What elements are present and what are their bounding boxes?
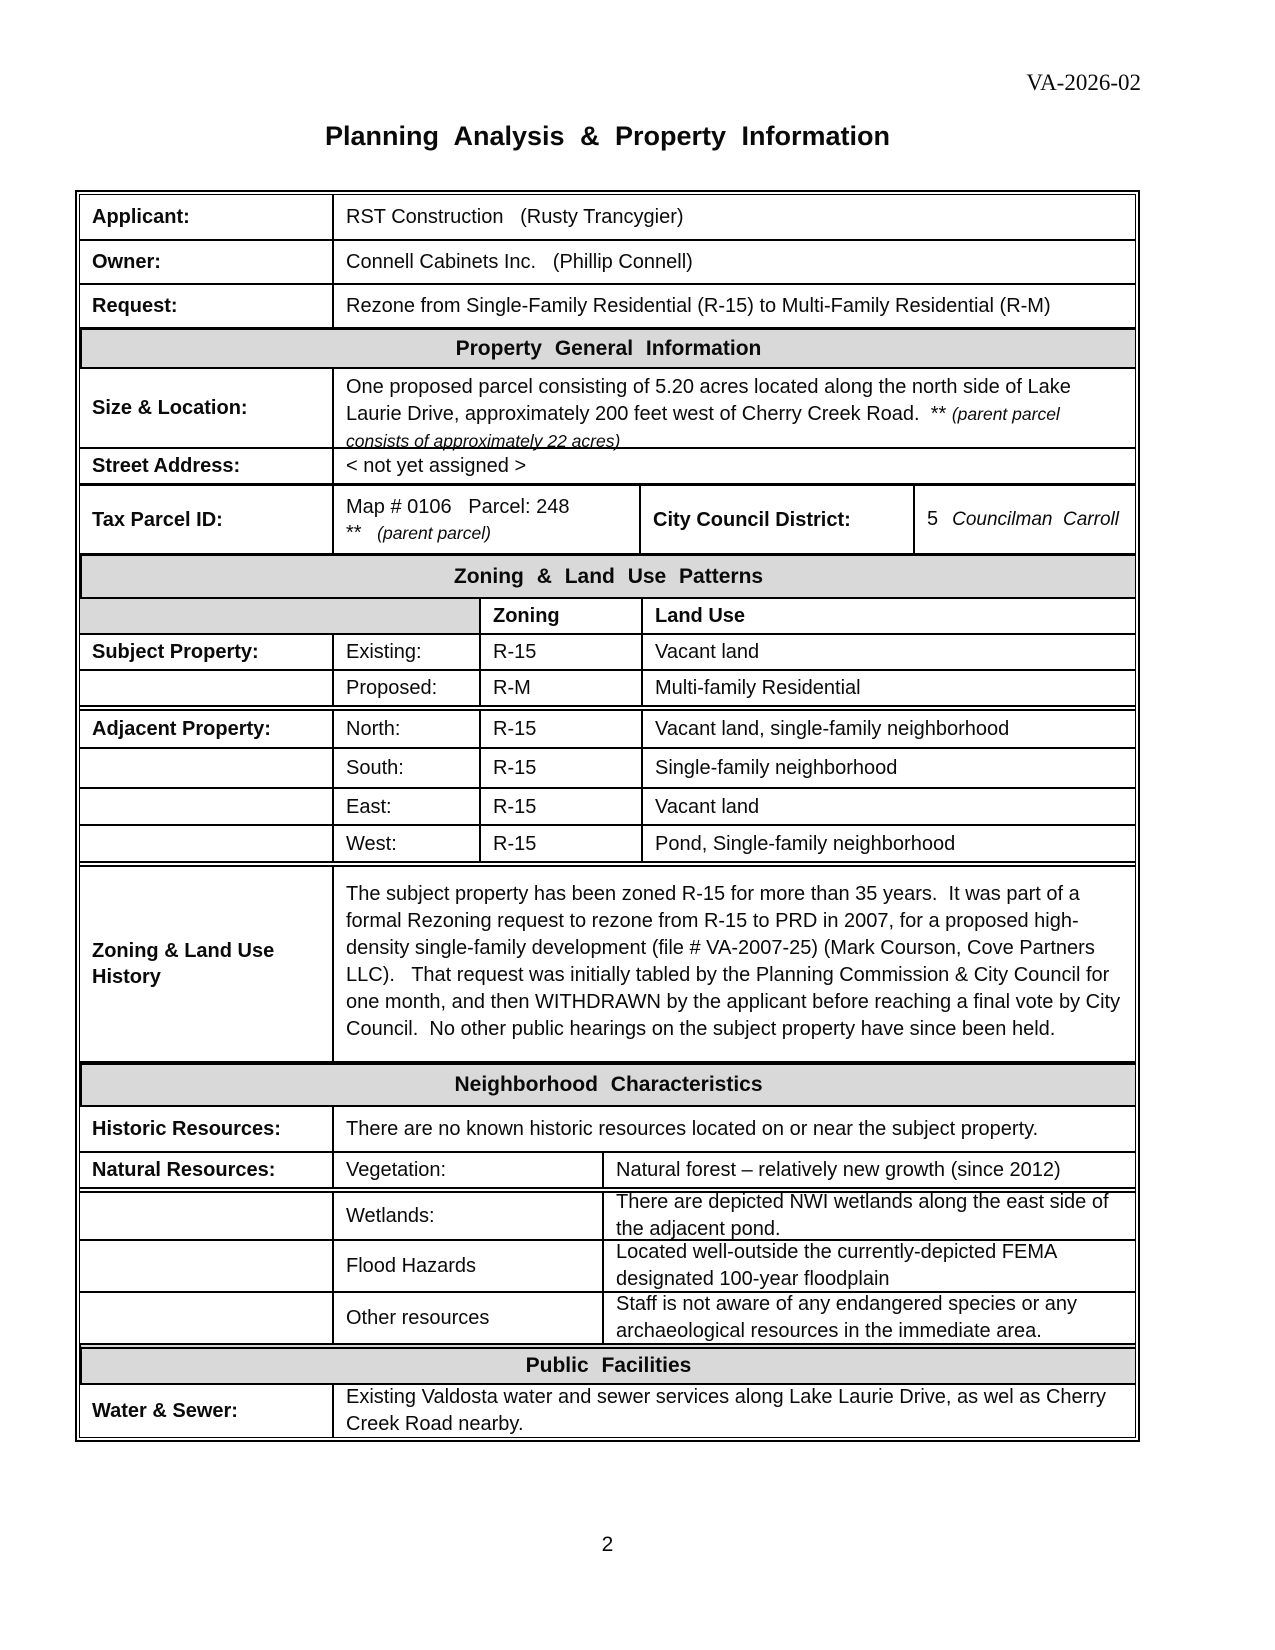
row-adjacent-north bbox=[80, 705, 1135, 747]
size-location-note: (parent parcel consists of approximately 22 acres) bbox=[346, 404, 1065, 451]
zoning-row-landuse: Vacant land bbox=[641, 635, 1135, 669]
subject-property-label: Subject Property: bbox=[92, 641, 259, 663]
tax-parcel-line1: Map # 0106 Parcel: 248 bbox=[346, 495, 570, 518]
zoning-row-key: West: bbox=[332, 826, 479, 861]
row-natural-flood bbox=[80, 1239, 1135, 1291]
zoning-row-zoning: R-15 bbox=[479, 749, 641, 787]
owner-label: Owner: bbox=[92, 251, 161, 273]
section-public-facilities: Public Facilities bbox=[80, 1343, 1135, 1383]
natural-row-value: Staff is not aware of any endangered species or any archaeological resources in the immediate area. bbox=[602, 1293, 1135, 1343]
council-district-label: City Council District: bbox=[639, 486, 913, 553]
tax-parcel-note: (parent parcel) bbox=[377, 522, 491, 543]
row-street-address bbox=[80, 447, 1135, 483]
natural-row-value: Natural forest – relatively new growth (since 2012) bbox=[602, 1153, 1135, 1187]
natural-row-key: Other resources bbox=[332, 1293, 602, 1343]
size-location-text: One proposed parcel consisting of 5.20 acres located along the north side of Lake Laurie Drive, approximately 200 feet west of Cherry Creek Road. ** bbox=[346, 376, 1077, 425]
applicant-label: Applicant: bbox=[92, 206, 190, 228]
zoning-row-key: Existing: bbox=[332, 635, 479, 669]
zoning-row-landuse: Pond, Single-family neighborhood bbox=[641, 826, 1135, 861]
row-natural-vegetation bbox=[80, 1151, 1135, 1187]
zoning-row-zoning: R-15 bbox=[479, 826, 641, 861]
info-table bbox=[75, 190, 1140, 1442]
historic-resources-value: There are no known historic resources located on or near the subject property. bbox=[332, 1107, 1135, 1151]
row-tax-parcel bbox=[80, 483, 1135, 553]
zoning-row-landuse: Single-family neighborhood bbox=[641, 749, 1135, 787]
street-address-value: < not yet assigned > bbox=[332, 449, 1135, 483]
zoning-history-text: The subject property has been zoned R-15 for more than 35 years. It was part of a formal Rezoning request to rezone from R-15 to PRD in 2007, for a proposed high-density single-family development (file # VA-2007-25) (Mark Courson, Cove Partners LLC). That request was initially tabled by the Planning Commission & City Council for one month, and then WITHDRAWN by the applicant before reaching a final vote by City Council. No other public hearings on the subject property have since been held. bbox=[332, 867, 1135, 1061]
row-adjacent-east bbox=[80, 787, 1135, 824]
empty-label bbox=[80, 826, 332, 861]
zoning-row-key: East: bbox=[332, 789, 479, 824]
zoning-history-label: Zoning & Land Use History bbox=[92, 940, 275, 988]
tax-parcel-value bbox=[332, 486, 639, 553]
section-property-general: Property General Information bbox=[80, 327, 1135, 367]
land-use-col-header: Land Use bbox=[641, 599, 1135, 633]
row-owner bbox=[80, 239, 1135, 283]
page-title: Planning Analysis & Property Information bbox=[324, 121, 891, 151]
row-zoning-colheaders bbox=[80, 597, 1135, 633]
council-district-value bbox=[913, 486, 1135, 553]
request-value: Rezone from Single-Family Residential (R-15) to Multi-Family Residential (R-M) bbox=[332, 285, 1135, 327]
zoning-row-zoning: R-15 bbox=[479, 711, 641, 747]
doc-ref: VA-2026-02 bbox=[1026, 70, 1141, 95]
empty-label bbox=[80, 1293, 332, 1343]
row-request bbox=[80, 283, 1135, 327]
row-subject-existing bbox=[80, 633, 1135, 669]
zoning-row-landuse: Vacant land bbox=[641, 789, 1135, 824]
zoning-row-landuse: Multi-family Residential bbox=[641, 671, 1135, 705]
page-number: 2 bbox=[601, 1533, 614, 1556]
row-adjacent-west bbox=[80, 824, 1135, 861]
zoning-row-zoning: R-M bbox=[479, 671, 641, 705]
street-address-label: Street Address: bbox=[92, 455, 241, 477]
water-sewer-value: Existing Valdosta water and sewer services along Lake Laurie Drive, as wel as Cherry Creek Road nearby. bbox=[332, 1385, 1135, 1437]
tax-parcel-stars: ** bbox=[346, 521, 362, 544]
row-natural-other bbox=[80, 1291, 1135, 1343]
adjacent-property-label: Adjacent Property: bbox=[92, 718, 271, 740]
empty-label bbox=[80, 789, 332, 824]
row-size-location bbox=[80, 367, 1135, 451]
empty-label bbox=[80, 1241, 332, 1291]
zoning-row-zoning: R-15 bbox=[479, 789, 641, 824]
natural-row-key: Flood Hazards bbox=[332, 1241, 602, 1291]
natural-row-key: Wetlands: bbox=[332, 1193, 602, 1239]
row-zoning-history bbox=[80, 861, 1135, 1061]
council-district-name: Councilman Carroll bbox=[952, 509, 1119, 530]
row-water-sewer bbox=[80, 1383, 1135, 1437]
zoning-col-header: Zoning bbox=[479, 599, 641, 633]
zoning-row-key: North: bbox=[332, 711, 479, 747]
council-district-number: 5 bbox=[927, 508, 939, 530]
natural-row-value: Located well-outside the currently-depicted FEMA designated 100-year floodplain bbox=[602, 1241, 1135, 1291]
tax-parcel-label: Tax Parcel ID: bbox=[92, 508, 223, 531]
zoning-row-key: Proposed: bbox=[332, 671, 479, 705]
empty-label bbox=[80, 1193, 332, 1239]
row-adjacent-south bbox=[80, 747, 1135, 787]
row-historic-resources bbox=[80, 1105, 1135, 1151]
row-natural-wetlands bbox=[80, 1187, 1135, 1239]
owner-value: Connell Cabinets Inc. (Phillip Connell) bbox=[332, 241, 1135, 283]
historic-resources-label: Historic Resources: bbox=[92, 1118, 281, 1140]
section-zoning-land-use: Zoning & Land Use Patterns bbox=[80, 553, 1135, 597]
natural-row-value: There are depicted NWI wetlands along the east side of the adjacent pond. bbox=[602, 1193, 1135, 1239]
zoning-row-zoning: R-15 bbox=[479, 635, 641, 669]
water-sewer-label: Water & Sewer: bbox=[92, 1400, 238, 1422]
size-location-label: Size & Location: bbox=[92, 397, 248, 419]
applicant-value: RST Construction (Rusty Trancygier) bbox=[332, 195, 1135, 239]
zoning-row-key: South: bbox=[332, 749, 479, 787]
empty-label bbox=[80, 749, 332, 787]
empty-label bbox=[80, 671, 332, 705]
request-label: Request: bbox=[92, 295, 178, 317]
natural-row-key: Vegetation: bbox=[332, 1153, 602, 1187]
zoning-colheader-spacer bbox=[80, 599, 479, 633]
natural-resources-label: Natural Resources: bbox=[92, 1159, 276, 1181]
section-neighborhood: Neighborhood Characteristics bbox=[80, 1061, 1135, 1105]
row-applicant bbox=[80, 195, 1135, 239]
row-subject-proposed bbox=[80, 669, 1135, 705]
size-location-value bbox=[332, 369, 1135, 451]
zoning-row-landuse: Vacant land, single-family neighborhood bbox=[641, 711, 1135, 747]
